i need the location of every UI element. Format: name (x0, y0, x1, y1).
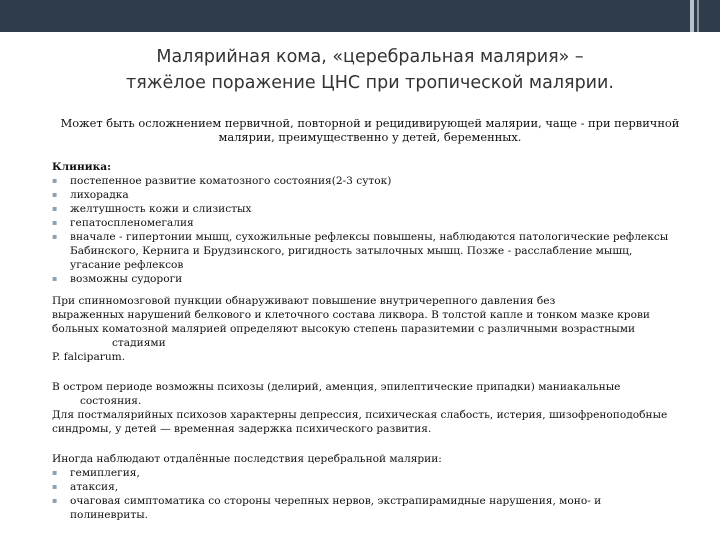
list-item (52, 230, 682, 272)
clinic-heading: Клиника: (52, 161, 112, 173)
text-line: выраженных нарушений белкового и клеточного состава ликвора. В толстой капле и тонком мазке крови (52, 309, 650, 321)
list-item (52, 216, 682, 230)
title-line-1: Малярийная кома, «церебральная малярия» – (156, 47, 584, 67)
lead-line-2: малярии, преимущественно у детей, беременных. (218, 130, 522, 144)
list-item (52, 272, 682, 286)
banner-accent (690, 0, 694, 32)
top-banner (0, 0, 720, 32)
banner-accent-thin (697, 0, 699, 32)
list-item (52, 174, 682, 188)
lead-paragraph (60, 116, 680, 144)
late-list (52, 466, 682, 522)
acute-paragraph (52, 380, 682, 436)
clinic-section (52, 160, 682, 286)
slide-title (70, 44, 670, 96)
text-line: больных коматозной малярией определяют высокую степень паразитемии с различными возрастными (52, 323, 636, 335)
bullet-icon: ▪ (52, 468, 58, 477)
bullet-icon: ▪ (52, 204, 58, 213)
late-intro: Иногда наблюдают отдалённые последствия церебральной малярии: (52, 453, 442, 465)
list-item (52, 494, 682, 522)
bullet-icon: ▪ (52, 190, 58, 199)
bullet-icon: ▪ (52, 218, 58, 227)
list-item-text: атаксия, (70, 481, 119, 493)
list-item-text: возможны судороги (70, 273, 183, 285)
list-item-text: гемиплегия, (70, 467, 140, 479)
list-item-text: очаговая симптоматика со стороны черепных нервов, экстрапирамидные нарушения, моно- и (70, 495, 602, 507)
bullet-icon: ▪ (52, 176, 58, 185)
title-line-2: тяжёлое поражение ЦНС при тропической малярии. (126, 73, 614, 93)
list-item (52, 188, 682, 202)
text-line: Для постмалярийных психозов характерны депрессия, психическая слабость, истерия, шизофреноподобные (52, 409, 668, 421)
bullet-icon: ▪ (52, 496, 58, 505)
list-item-continuation: угасание рефлексов (70, 259, 184, 271)
puncture-paragraph (52, 294, 682, 364)
text-line: В остром периоде возможны психозы (делирий, аменция, эпилептические припадки) маниакальные (52, 381, 621, 393)
list-item-text: гепатоспленомегалия (70, 217, 194, 229)
list-item-text: постепенное развитие коматозного состояния(2-3 суток) (70, 175, 392, 187)
late-effects-section (52, 452, 682, 522)
list-item (52, 480, 682, 494)
list-item-text: вначале - гипертонии мышц, сухожильные рефлексы повышены, наблюдаются патологические рефлексы (70, 231, 669, 243)
text-line: стадиями (112, 337, 166, 349)
list-item-text: желтушность кожи и слизистых (70, 203, 252, 215)
lead-line-1: Может быть осложнением первичной, повторной и рецидивирующей малярии, чаще - при первичной (60, 116, 680, 130)
bullet-icon: ▪ (52, 482, 58, 491)
clinic-list (52, 174, 682, 286)
list-item-continuation: полиневриты. (70, 509, 149, 521)
text-line: синдромы, у детей — временная задержка психического развития. (52, 423, 432, 435)
list-item-continuation: Бабинского, Кернига и Брудзинского, ригидность затылочных мышц. Позже - расслабление мышц, (70, 245, 633, 257)
bullet-icon: ▪ (52, 274, 58, 283)
bullet-icon: ▪ (52, 232, 58, 241)
text-line: P. falciparum. (52, 351, 126, 363)
text-line: При спинномозговой пункции обнаруживают повышение внутричерепного давления без (52, 295, 556, 307)
list-item (52, 202, 682, 216)
list-item-text: лихорадка (70, 189, 129, 201)
list-item (52, 466, 682, 480)
text-line: состояния. (80, 395, 142, 407)
